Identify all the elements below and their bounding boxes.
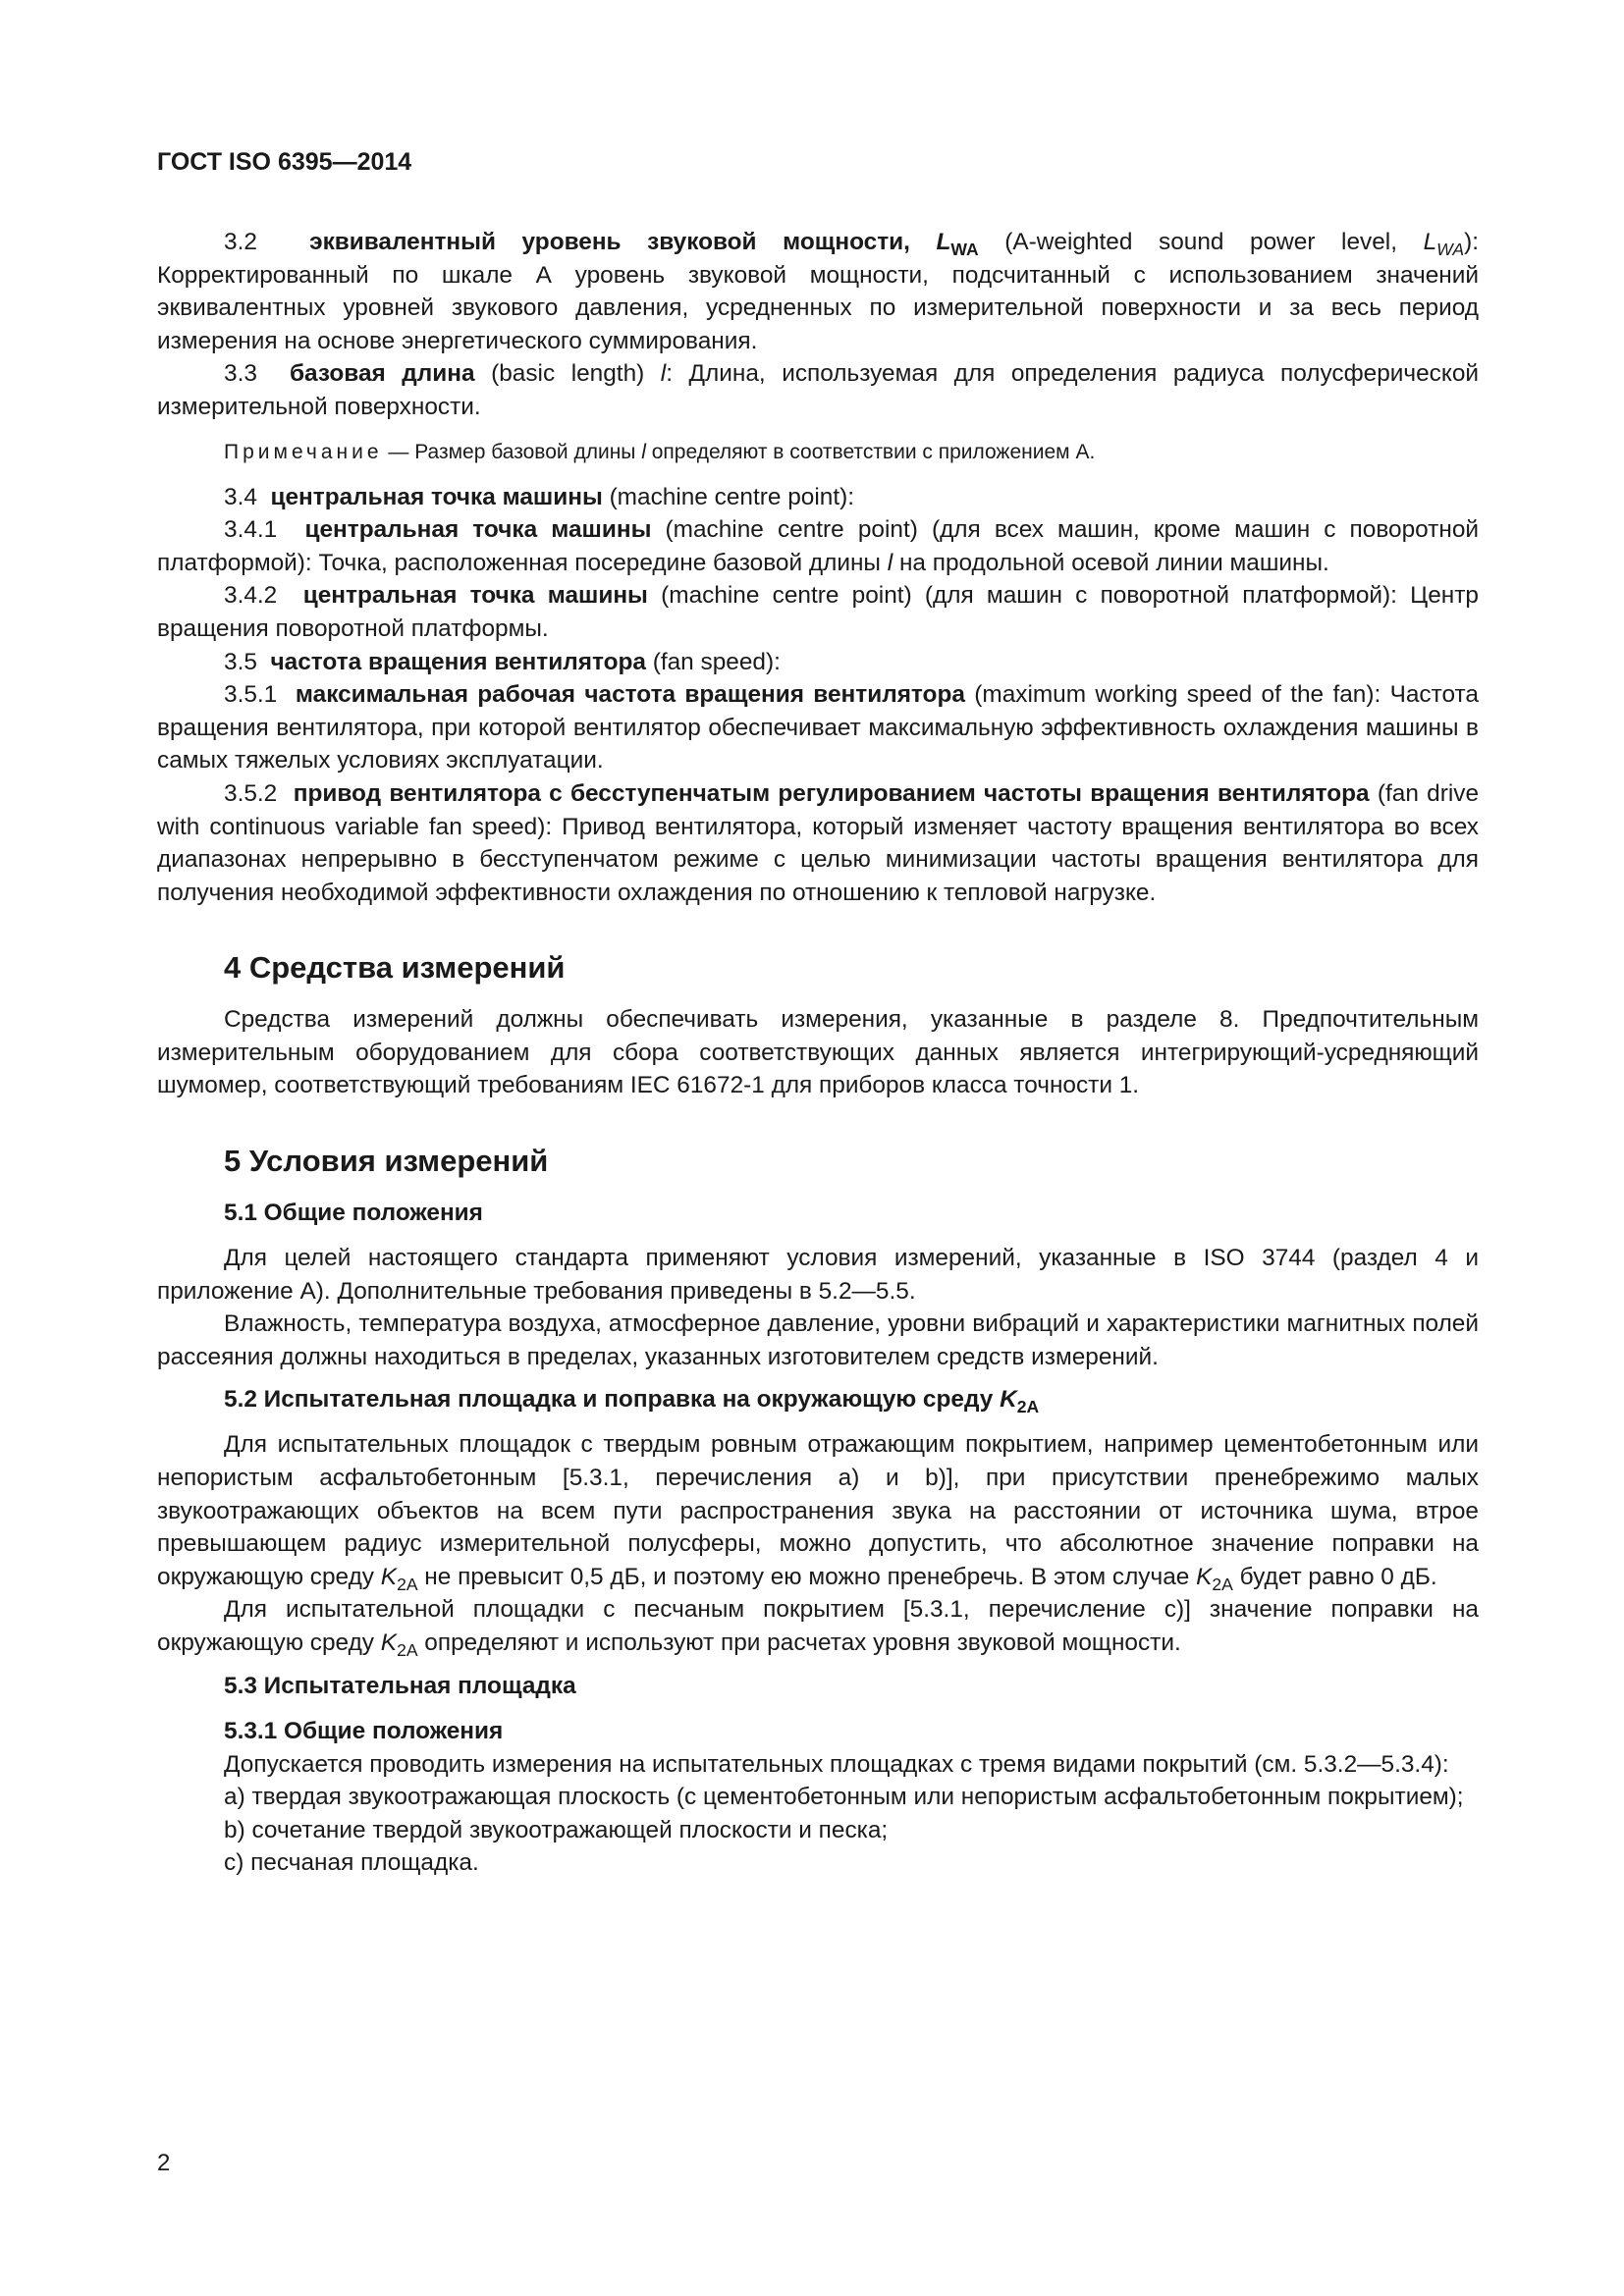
section-5-3-1-paragraph: Допускается проводить измерения на испытательных площадках с тремя видами покрытий (см. 5.3.2—5.3.4):	[224, 1750, 1449, 1778]
symbol: L	[1423, 229, 1437, 255]
symbol-subscript: 2A	[397, 1574, 418, 1594]
symbol: L	[936, 229, 951, 255]
symbol-subscript: 2A	[1212, 1574, 1233, 1594]
section-5-2-paragraph: Для испытательной площадки с песчаным покрытием [5.3.1, перечисление с)] значение поправки на окружающую среду $K_{2A}$ определяют и используют при расчетах уровня звуковой мощности.	[157, 1596, 1479, 1661]
definition-3-2: 3.2 эквивалентный уровень звуковой мощности, $L_{WA}$ (A-weighted sound power level, $L_{WA}$): Корректированный по шкале А уровень звуковой мощности, подсчитанный с использованием значений эквивалентных уровней звукового давления, усредненных по измерительной поверхности и за весь период измерения на основе энергетического суммирования.	[157, 229, 1480, 354]
symbol: K	[1000, 1386, 1017, 1414]
symbol-subscript: 2A	[397, 1640, 418, 1661]
note-label: Примечание	[224, 440, 383, 463]
english-term: (machine centre point) (для машин с поворотной платформой):	[661, 582, 1397, 610]
definition-number: 3.4.1	[224, 516, 278, 544]
section-5-1-heading: 5.1 Общие положения	[224, 1200, 483, 1227]
section-5-heading: 5 Условия измерений	[224, 1144, 549, 1179]
symbol-subscript: 2A	[1016, 1397, 1040, 1417]
section-4-text: Средства измерений должны обеспечивать измерения, указанные в разделе 8. Предпочтительным измерительным оборудованием для сбора соответствующих данных является интегрирующий-усредняющий шумомер, соответствующий требованиям IEC 61672-1 для приборов класса точности 1.	[157, 1006, 1479, 1099]
symbol: l	[660, 360, 667, 388]
definition-term: центральная точка машины	[302, 582, 648, 610]
symbol-subscript: WA	[950, 240, 979, 260]
symbol: K	[380, 1629, 398, 1656]
section-5-2-paragraph: Для испытательных площадок с твердым ровным отражающим покрытием, например цементобетонным или непористым асфальтобетонным [5.3.1, перечисления а) и b)], при присутствии пренебрежимо малых звукоотражающих объектов на всем пути распространения звука на расстоянии от источника шума, втрое превышающем радиус измерительной полусферы, можно допустить, что абсолютное значение поправки на окружающую среду $K_{2A}$ не превысит 0,5 дБ, и поэтому ею можно пренебречь. В этом случае $K_{2A}$ будет равно 0 дБ.	[157, 1431, 1479, 1594]
definition-3-3	[157, 357, 1479, 423]
english-term: (machine centre point):	[609, 483, 855, 510]
definition-number: 3.5	[224, 648, 257, 675]
section-5-3-1-heading: 5.3.1 Общие положения	[224, 1717, 504, 1744]
note: Примечание — Размер базовой длины l определяют в соответствии с приложением А.	[224, 440, 1096, 463]
definition-term: центральная точка машины	[304, 516, 652, 544]
definition-number: 3.2	[224, 229, 257, 255]
definition-term: базовая длина	[289, 360, 475, 388]
english-term: (fan drive with continuous variable fan speed):	[157, 779, 1480, 840]
symbol: K	[1196, 1563, 1213, 1590]
definition-number: 3.4.2	[224, 582, 278, 610]
definition-3-5-2	[157, 777, 1479, 909]
page-number: 2	[157, 2150, 171, 2176]
definition-term: частота вращения вентилятора	[270, 648, 646, 675]
section-5-3-heading: 5.3 Испытательная площадка	[224, 1672, 576, 1699]
definition-term: привод вентилятора с бесступенчатым регулированием частоты вращения вентилятора	[293, 779, 1370, 807]
document-header: ГОСТ ISO 6395—2014	[157, 148, 412, 176]
symbol-subscript: WA	[1436, 240, 1465, 260]
document-page	[157, 147, 1479, 1880]
english-term: (basic length)	[491, 360, 645, 388]
symbol: l	[641, 440, 646, 463]
definition-3-4-1: 3.4.1 центральная точка машины (machine centre point) (для всех машин, кроме машин с поворотной платформой): Точка, расположенная посередине базовой длины l на продольной осевой линии машины.	[157, 516, 1480, 576]
definition-number: 3.5.2	[224, 779, 278, 807]
section-5-1-paragraph: Для целей настоящего стандарта применяют условия измерений, указанные в ISO 3744 (раздел 4 и приложение А). Дополнительные требования приведены в 5.2—5.5.	[157, 1245, 1479, 1305]
list-item: b) сочетание твердой звукоотражающей плоскости и песка;	[224, 1816, 889, 1843]
definition-3-5-1	[157, 678, 1479, 777]
english-term: (maximum working speed of the fan):	[974, 681, 1381, 709]
definition-text: Частота вращения вентилятора, при которой вентилятор обеспечивает максимальную эффективность охлаждения машины в самых тяжелых условиях эксплуатации.	[157, 681, 1479, 774]
definition-text: Привод вентилятора, который изменяет частоту вращения вентилятора во всех диапазонах непрерывно в бесступенчатом режиме с целью минимизации частоты вращения вентилятора для получения необходимой эффективности охлаждения по отношению к тепловой нагрузке.	[157, 813, 1479, 906]
definition-term: максимальная рабочая частота вращения вентилятора	[295, 681, 965, 709]
definition-text: : Длина, используемая для определения радиуса полусферической измерительной поверхности.	[157, 360, 1480, 420]
english-term: (fan speed):	[652, 648, 781, 675]
section-5-1-paragraph: Влажность, температура воздуха, атмосферное давление, уровни вибраций и характеристики магнитных полей рассеяния должны находиться в пределах, указанных изготовителем средств измерений.	[157, 1310, 1479, 1370]
section-4-heading: 4 Средства измерений	[224, 950, 566, 986]
definition-term: центральная точка машины	[270, 483, 603, 510]
definition-3-5	[157, 646, 1479, 679]
list-item: а) твердая звукоотражающая плоскость (с цементобетонным или непористым асфальтобетонным покрытием);	[224, 1784, 1464, 1811]
english-term: (machine centre point) (для всех машин, кроме машин с поворотной платформой):	[157, 516, 1480, 576]
definition-text: Корректированный по шкале А уровень звуковой мощности, подсчитанный с использованием значений эквивалентных уровней звукового давления, усредненных по измерительной поверхности и за весь период измерения на основе энергетического суммирования.	[157, 261, 1479, 354]
definition-number: 3.5.1	[224, 681, 278, 709]
definition-term: эквивалентный уровень звуковой мощности,	[309, 229, 910, 255]
definition-3-4-2	[157, 579, 1479, 645]
definition-text: Центр вращения поворотной платформы.	[157, 582, 1479, 642]
definition-number: 3.4	[224, 483, 257, 510]
symbol: l	[887, 549, 893, 576]
english-term: (A-weighted sound power level,	[1004, 229, 1424, 255]
list-item: с) песчаная площадка.	[224, 1849, 479, 1877]
section-5-2-heading: 5.2 Испытательная площадка и поправка на окружающую среду $K_{2A}$	[224, 1386, 1040, 1417]
definition-number: 3.3	[224, 360, 257, 388]
symbol: K	[380, 1563, 398, 1590]
definition-3-4	[157, 481, 1479, 514]
